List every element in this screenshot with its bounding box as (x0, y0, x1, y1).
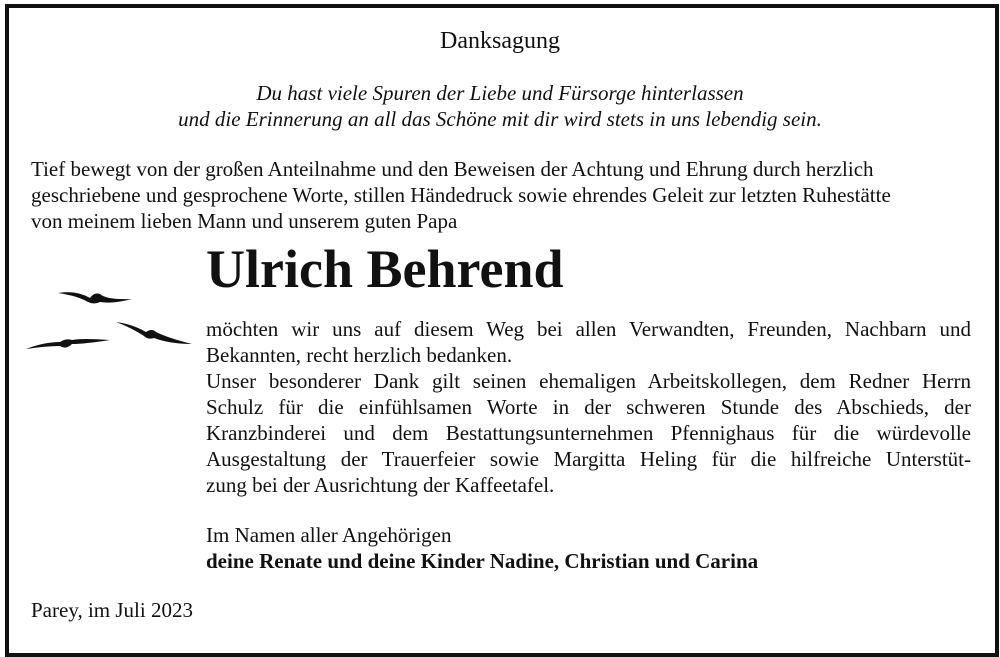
body-line: zung bei der Ausrichtung der Kaffeetafel. (206, 473, 555, 497)
memorial-verse (0, 80, 1000, 132)
verse-line: Du hast viele Spuren der Liebe und Fürsorge hinterlassen (256, 81, 744, 105)
intro-line: geschriebene und gesprochene Worte, stillen Händedruck sowie ehrendes Geleit zur letzten Ruhestätte (31, 183, 891, 207)
body-line: Kranzbinderei und dem Bestattungsunternehmen Pfennighaus für die würdevolle (206, 421, 971, 445)
flying-birds-icon (20, 280, 200, 360)
deceased-name: Ulrich Behrend (206, 239, 564, 299)
verse-line: und die Erinnerung an all das Schöne mit dir wird stets in uns lebendig sein. (178, 107, 822, 131)
thanks-paragraph (206, 316, 971, 498)
body-line: Schulz für die einfühlsamen Worte in der schweren Stunde des Abschieds, der (206, 395, 971, 419)
body-line: Bekannten, recht herzlich bedanken. (206, 343, 513, 367)
intro-paragraph (31, 156, 971, 234)
body-line: Unser besonderer Dank gilt seinen ehemaligen Arbeitskollegen, dem Redner Herrn (206, 369, 971, 393)
intro-line: von meinem lieben Mann und unserem guten Papa (31, 209, 458, 233)
signature-label: Im Namen aller Angehörigen (206, 523, 452, 547)
signature-names: deine Renate und deine Kinder Nadine, Christian und Carina (206, 549, 759, 573)
body-line: Ausgestaltung der Trauerfeier sowie Margitta Heling für die hilfreiche Unterstüt- (206, 447, 971, 471)
body-line: möchten wir uns auf diesem Weg bei allen Verwandten, Freunden, Nachbarn und (206, 317, 971, 341)
notice-heading: Danksagung (440, 28, 560, 54)
intro-line: Tief bewegt von der großen Anteilnahme und den Beweisen der Achtung und Ehrung durch herzlich (31, 157, 874, 181)
place-date: Parey, im Juli 2023 (31, 598, 193, 622)
